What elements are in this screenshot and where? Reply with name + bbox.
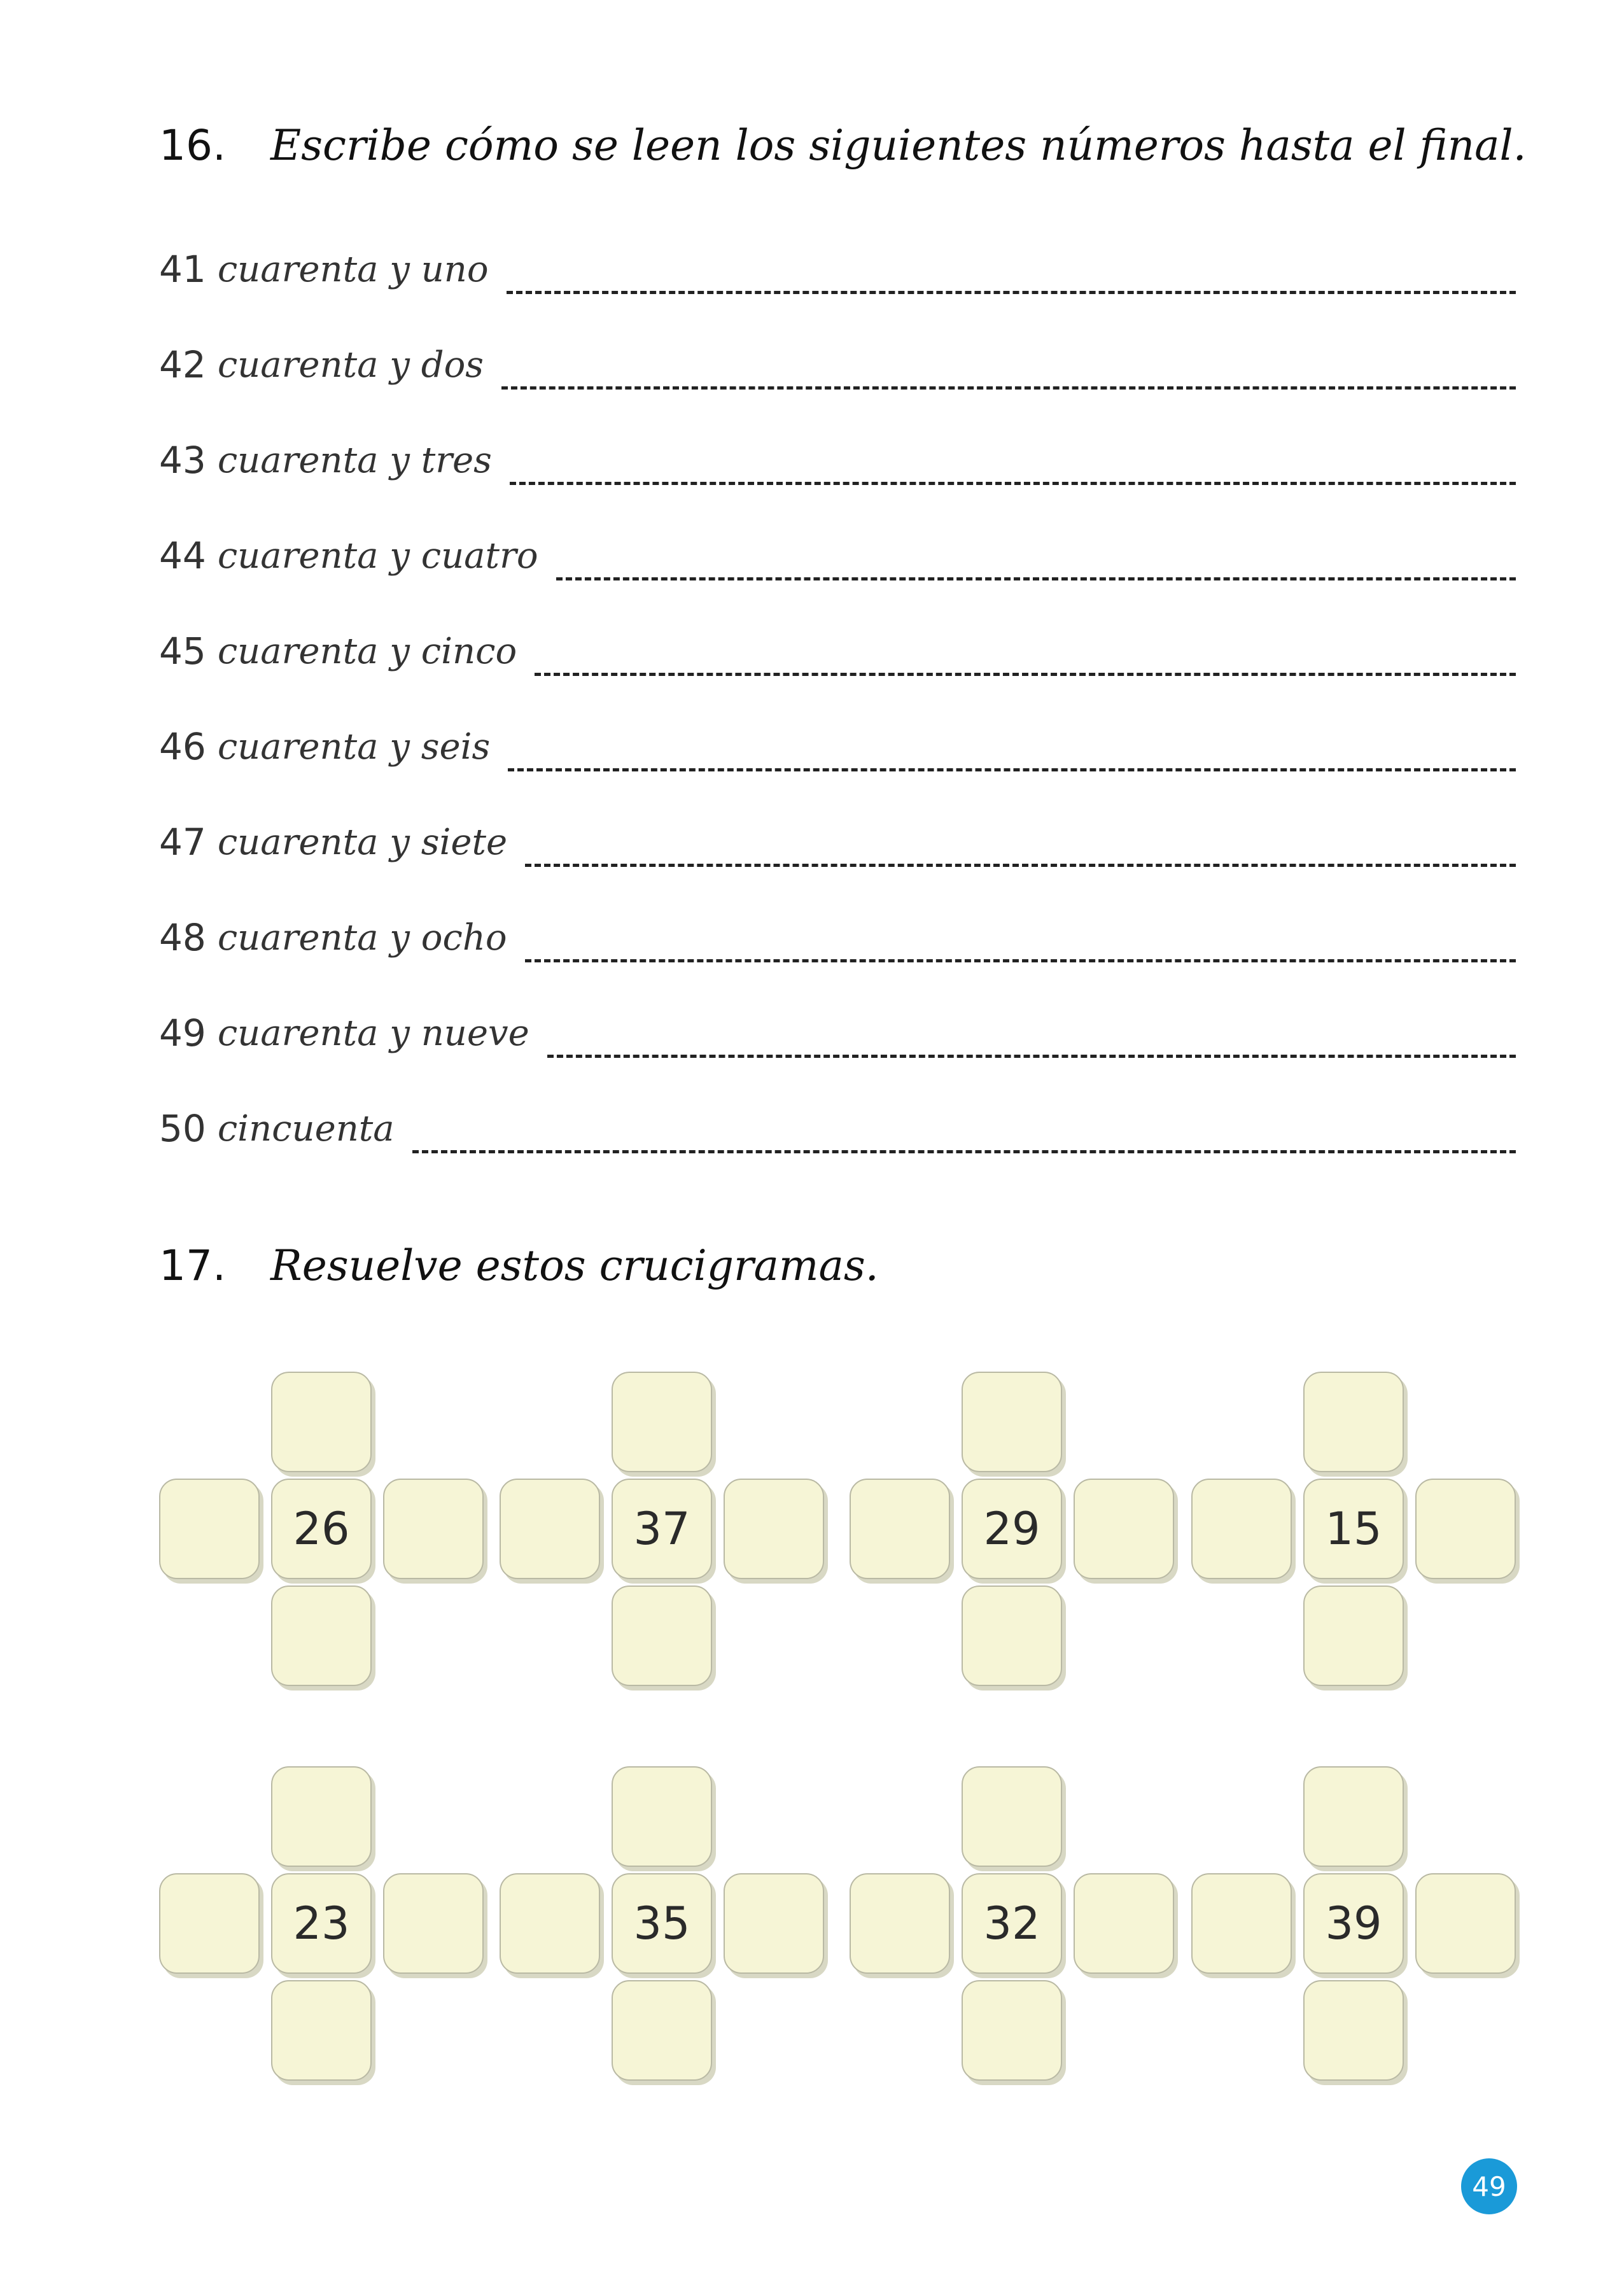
answer-row-49 xyxy=(159,1006,1516,1063)
answer-row-47 xyxy=(159,815,1516,872)
crossword-cell-right[interactable] xyxy=(383,1873,484,1974)
exercise-17-number: 17. xyxy=(159,1241,226,1290)
crossword-cell-bottom[interactable] xyxy=(1303,1585,1404,1686)
crossword-cell-bottom[interactable] xyxy=(962,1980,1062,2081)
crossword-cell-bottom[interactable] xyxy=(271,1980,372,2081)
page-number-badge: 49 xyxy=(1461,2158,1517,2214)
answer-row-46 xyxy=(159,719,1516,777)
answer-line[interactable] xyxy=(501,386,1516,390)
crossword-26 xyxy=(159,1372,484,1690)
row-number: 50 xyxy=(159,1107,206,1150)
crossword-cell-center: 35 xyxy=(612,1873,712,1974)
crossword-cell-bottom[interactable] xyxy=(612,1980,712,2081)
crossword-cell-center: 39 xyxy=(1303,1873,1404,1974)
crossword-cell-top[interactable] xyxy=(612,1766,712,1867)
row-number: 43 xyxy=(159,439,206,482)
crossword-cell-top[interactable] xyxy=(1303,1372,1404,1472)
answer-line[interactable] xyxy=(525,959,1516,962)
crossword-cell-center: 37 xyxy=(612,1479,712,1579)
crossword-cell-left[interactable] xyxy=(500,1479,600,1579)
exercise-16-instruction: Escribe cómo se leen los siguientes números hasta el final. xyxy=(270,121,1527,170)
answer-row-45 xyxy=(159,624,1516,681)
crossword-23 xyxy=(159,1766,484,2085)
answer-line[interactable] xyxy=(507,291,1516,294)
crossword-cell-top[interactable] xyxy=(1303,1766,1404,1867)
row-number: 48 xyxy=(159,916,206,959)
answer-line[interactable] xyxy=(412,1150,1516,1153)
crossword-29 xyxy=(850,1372,1174,1690)
crossword-cell-left[interactable] xyxy=(500,1873,600,1974)
answer-row-42 xyxy=(159,337,1516,395)
crossword-cell-right[interactable] xyxy=(724,1479,824,1579)
crossword-cell-bottom[interactable] xyxy=(271,1585,372,1686)
answer-line[interactable] xyxy=(556,577,1516,580)
crossword-cell-bottom[interactable] xyxy=(962,1585,1062,1686)
exercise-16-number: 16. xyxy=(159,121,226,170)
crossword-cell-top[interactable] xyxy=(962,1372,1062,1472)
row-number: 46 xyxy=(159,725,206,768)
crossword-37 xyxy=(500,1372,824,1690)
row-words: cincuenta xyxy=(217,1108,395,1150)
answer-row-43 xyxy=(159,433,1516,490)
row-number: 45 xyxy=(159,629,206,673)
answer-line[interactable] xyxy=(508,768,1516,771)
exercise-16-heading xyxy=(159,121,1527,170)
crossword-cell-right[interactable] xyxy=(1074,1873,1174,1974)
row-words: cuarenta y ocho xyxy=(217,917,507,959)
crossword-35 xyxy=(500,1766,824,2085)
answer-line[interactable] xyxy=(510,482,1516,485)
crossword-cell-center: 29 xyxy=(962,1479,1062,1579)
row-words: cuarenta y cuatro xyxy=(217,535,538,577)
crossword-cell-right[interactable] xyxy=(383,1479,484,1579)
crossword-39 xyxy=(1191,1766,1516,2085)
crossword-cell-right[interactable] xyxy=(1074,1479,1174,1579)
crossword-32 xyxy=(850,1766,1174,2085)
row-words: cuarenta y siete xyxy=(217,822,508,863)
crossword-cell-left[interactable] xyxy=(1191,1873,1292,1974)
row-number: 47 xyxy=(159,820,206,864)
answer-line[interactable] xyxy=(547,1055,1516,1058)
answer-line[interactable] xyxy=(525,864,1516,867)
crossword-cell-left[interactable] xyxy=(1191,1479,1292,1579)
row-words: cuarenta y nueve xyxy=(217,1013,529,1054)
crossword-cell-right[interactable] xyxy=(724,1873,824,1974)
crossword-cell-top[interactable] xyxy=(612,1372,712,1472)
row-number: 41 xyxy=(159,248,206,291)
row-words: cuarenta y cinco xyxy=(217,631,517,672)
crossword-cell-left[interactable] xyxy=(159,1873,260,1974)
answer-line[interactable] xyxy=(535,673,1516,676)
crossword-cell-right[interactable] xyxy=(1415,1479,1516,1579)
exercise-17-heading xyxy=(159,1241,879,1290)
row-words: cuarenta y dos xyxy=(217,344,484,386)
crossword-cell-center: 23 xyxy=(271,1873,372,1974)
row-number: 49 xyxy=(159,1011,206,1055)
row-words: cuarenta y seis xyxy=(217,726,491,768)
row-words: cuarenta y tres xyxy=(217,440,492,481)
answer-row-44 xyxy=(159,528,1516,586)
crossword-cell-center: 32 xyxy=(962,1873,1062,1974)
crossword-cell-left[interactable] xyxy=(850,1479,950,1579)
crossword-cell-left[interactable] xyxy=(159,1479,260,1579)
answer-row-41 xyxy=(159,242,1516,299)
crossword-cell-bottom[interactable] xyxy=(1303,1980,1404,2081)
crossword-cell-top[interactable] xyxy=(271,1766,372,1867)
crossword-cell-center: 26 xyxy=(271,1479,372,1579)
row-number: 42 xyxy=(159,343,206,386)
crossword-cell-bottom[interactable] xyxy=(612,1585,712,1686)
crossword-15 xyxy=(1191,1372,1516,1690)
crossword-cell-top[interactable] xyxy=(271,1372,372,1472)
crossword-cell-right[interactable] xyxy=(1415,1873,1516,1974)
crossword-cell-center: 15 xyxy=(1303,1479,1404,1579)
crossword-cell-left[interactable] xyxy=(850,1873,950,1974)
row-number: 44 xyxy=(159,534,206,577)
answer-row-48 xyxy=(159,910,1516,967)
answer-row-50 xyxy=(159,1101,1516,1158)
row-words: cuarenta y uno xyxy=(217,249,489,290)
exercise-17-instruction: Resuelve estos crucigramas. xyxy=(270,1241,879,1290)
crossword-cell-top[interactable] xyxy=(962,1766,1062,1867)
